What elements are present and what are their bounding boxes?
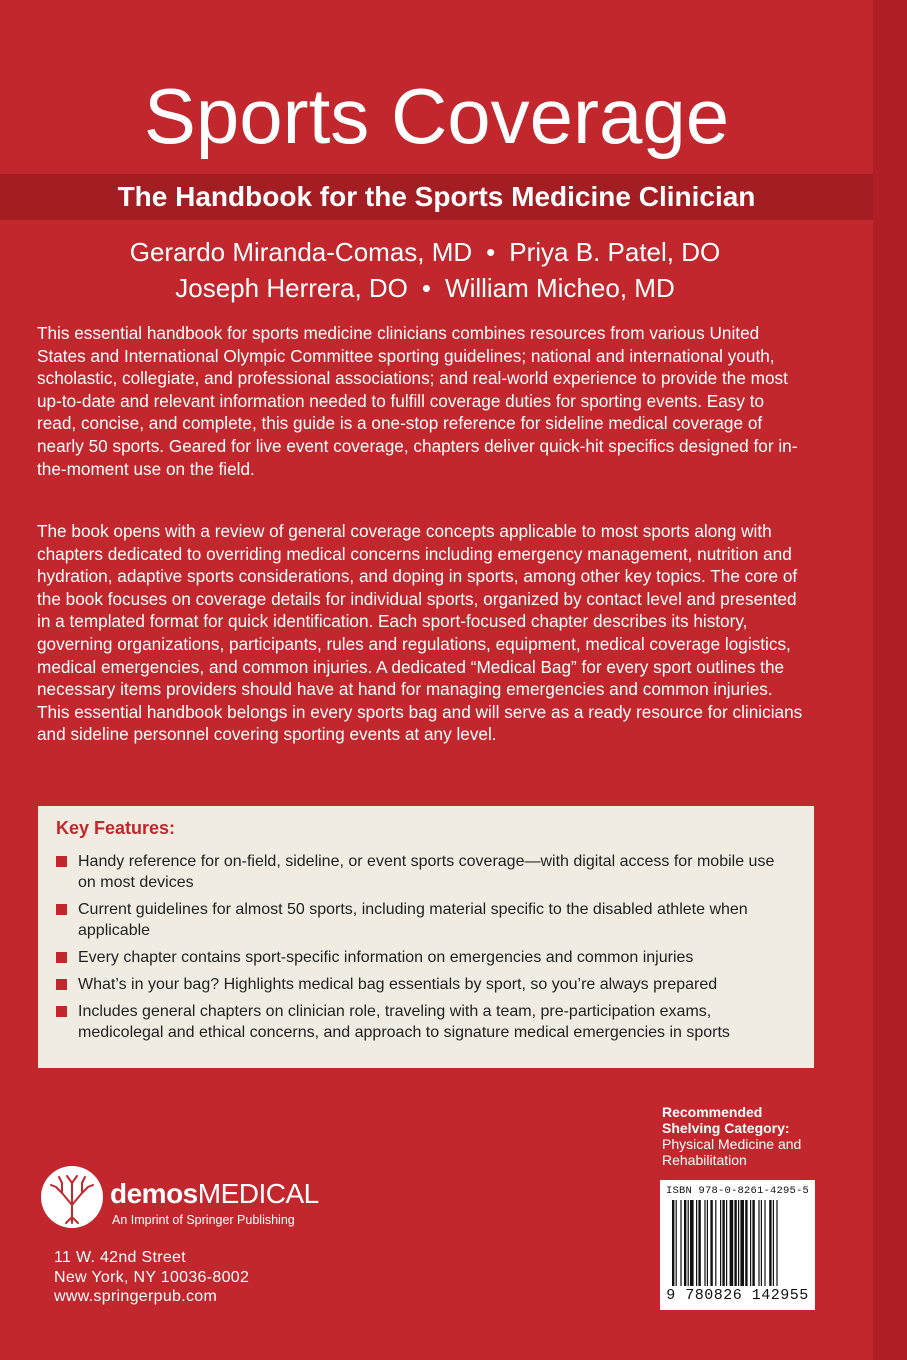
author-name: Gerardo Miranda-Comas, MD [129,237,473,267]
publisher-brand: demosMEDICAL [110,1178,319,1209]
shelving-label: Shelving Category: [662,1120,790,1136]
author-name: Joseph Herrera, DO [175,273,408,303]
shelving-value: Rehabilitation [662,1152,747,1168]
feature-item: Every chapter contains sport-specific information on emergencies and common injuries [56,947,794,968]
barcode-bars [672,1200,803,1288]
ean-digits: 9 780826 142955 [666,1287,809,1304]
feature-item: What’s in your bag? Highlights medical bag essentials by sport, so you’re always prepared [56,974,794,995]
square-bullet-icon [56,979,67,990]
publisher-logo [40,1165,340,1235]
author-list [0,234,850,306]
book-subtitle: The Handbook for the Sports Medicine Clinician [117,181,756,212]
shelving-label: Recommended [662,1104,763,1120]
feature-item: Handy reference for on-field, sideline, or event sports coverage—with digital access for mobile use on most devices [56,851,794,893]
publisher-website: www.springerpub.com [54,1288,218,1305]
feature-item: Current guidelines for almost 50 sports, including material specific to the disabled athlete when applicable [56,899,794,941]
square-bullet-icon [56,1006,67,1017]
book-title: Sports Coverage [143,72,730,160]
spine-edge [873,0,907,1360]
isbn-barcode [660,1180,815,1310]
author-name: Priya B. Patel, DO [509,237,721,267]
author-line-2 [0,270,850,306]
feature-item: Includes general chapters on clinician role, traveling with a team, pre-participation exams, medicolegal and ethical concerns, and approach to signature medical emergencies in sports [56,1001,794,1043]
shelving-category [662,1104,842,1168]
key-features-heading: Key Features: [56,818,176,838]
square-bullet-icon [56,904,67,915]
description-paragraph-2: The book opens with a review of general coverage concepts applicable to most sports along with chapters dedicated to overriding medical concerns including emergency management, nutrition and hydration, adaptive sports considerations, and doping in sports, among other key topics. The core of the book focuses on coverage details for individual sports, organized by contact level and presented in a templated format for quick identification. Each sport-focused chapter describes its history, governing organizations, participants, rules and regulations, equipment, medical coverage logistics, medical emergencies, and common injuries. A dedicated “Medical Bag” for every sport outlines the necessary items providers should have at hand for managing emergencies and common injuries. This essential handbook belongs in every sports bag and will serve as a ready resource for clinicians and sideline personnel covering sporting events at any level. [37,521,803,745]
bullet-separator: • [421,273,432,303]
author-name: William Micheo, MD [445,273,675,303]
publisher-address: 11 W. 42nd Street New York, NY 10036-8002 www.springerpub.com [54,1249,250,1305]
publisher-imprint: An Imprint of Springer Publishing [112,1213,295,1227]
square-bullet-icon [56,952,67,963]
isbn-text: ISBN 978-0-8261-4295-5 [665,1185,810,1197]
key-features-panel [38,806,814,1068]
description-paragraph-1: This essential handbook for sports medicine clinicians combines resources from various United States and International Olympic Committee sporting guidelines; national and international youth, scholastic, collegiate, and professional associations; and real-world experience to provide the most up-to-date and relevant information needed to fulfill coverage duties for sporting events. Easy to read, concise, and complete, this guide is a one-stop reference for sideline medical coverage of nearly 50 sports. Geared for live event coverage, chapters deliver quick-hit specifics designed for in-the-moment use on the field. [37,323,798,479]
tree-logo-icon [40,1165,104,1229]
square-bullet-icon [56,856,67,867]
bullet-separator: • [486,237,496,267]
author-line-1 [0,234,850,270]
key-features-list [56,851,794,1043]
shelving-value: Physical Medicine and [662,1136,802,1152]
